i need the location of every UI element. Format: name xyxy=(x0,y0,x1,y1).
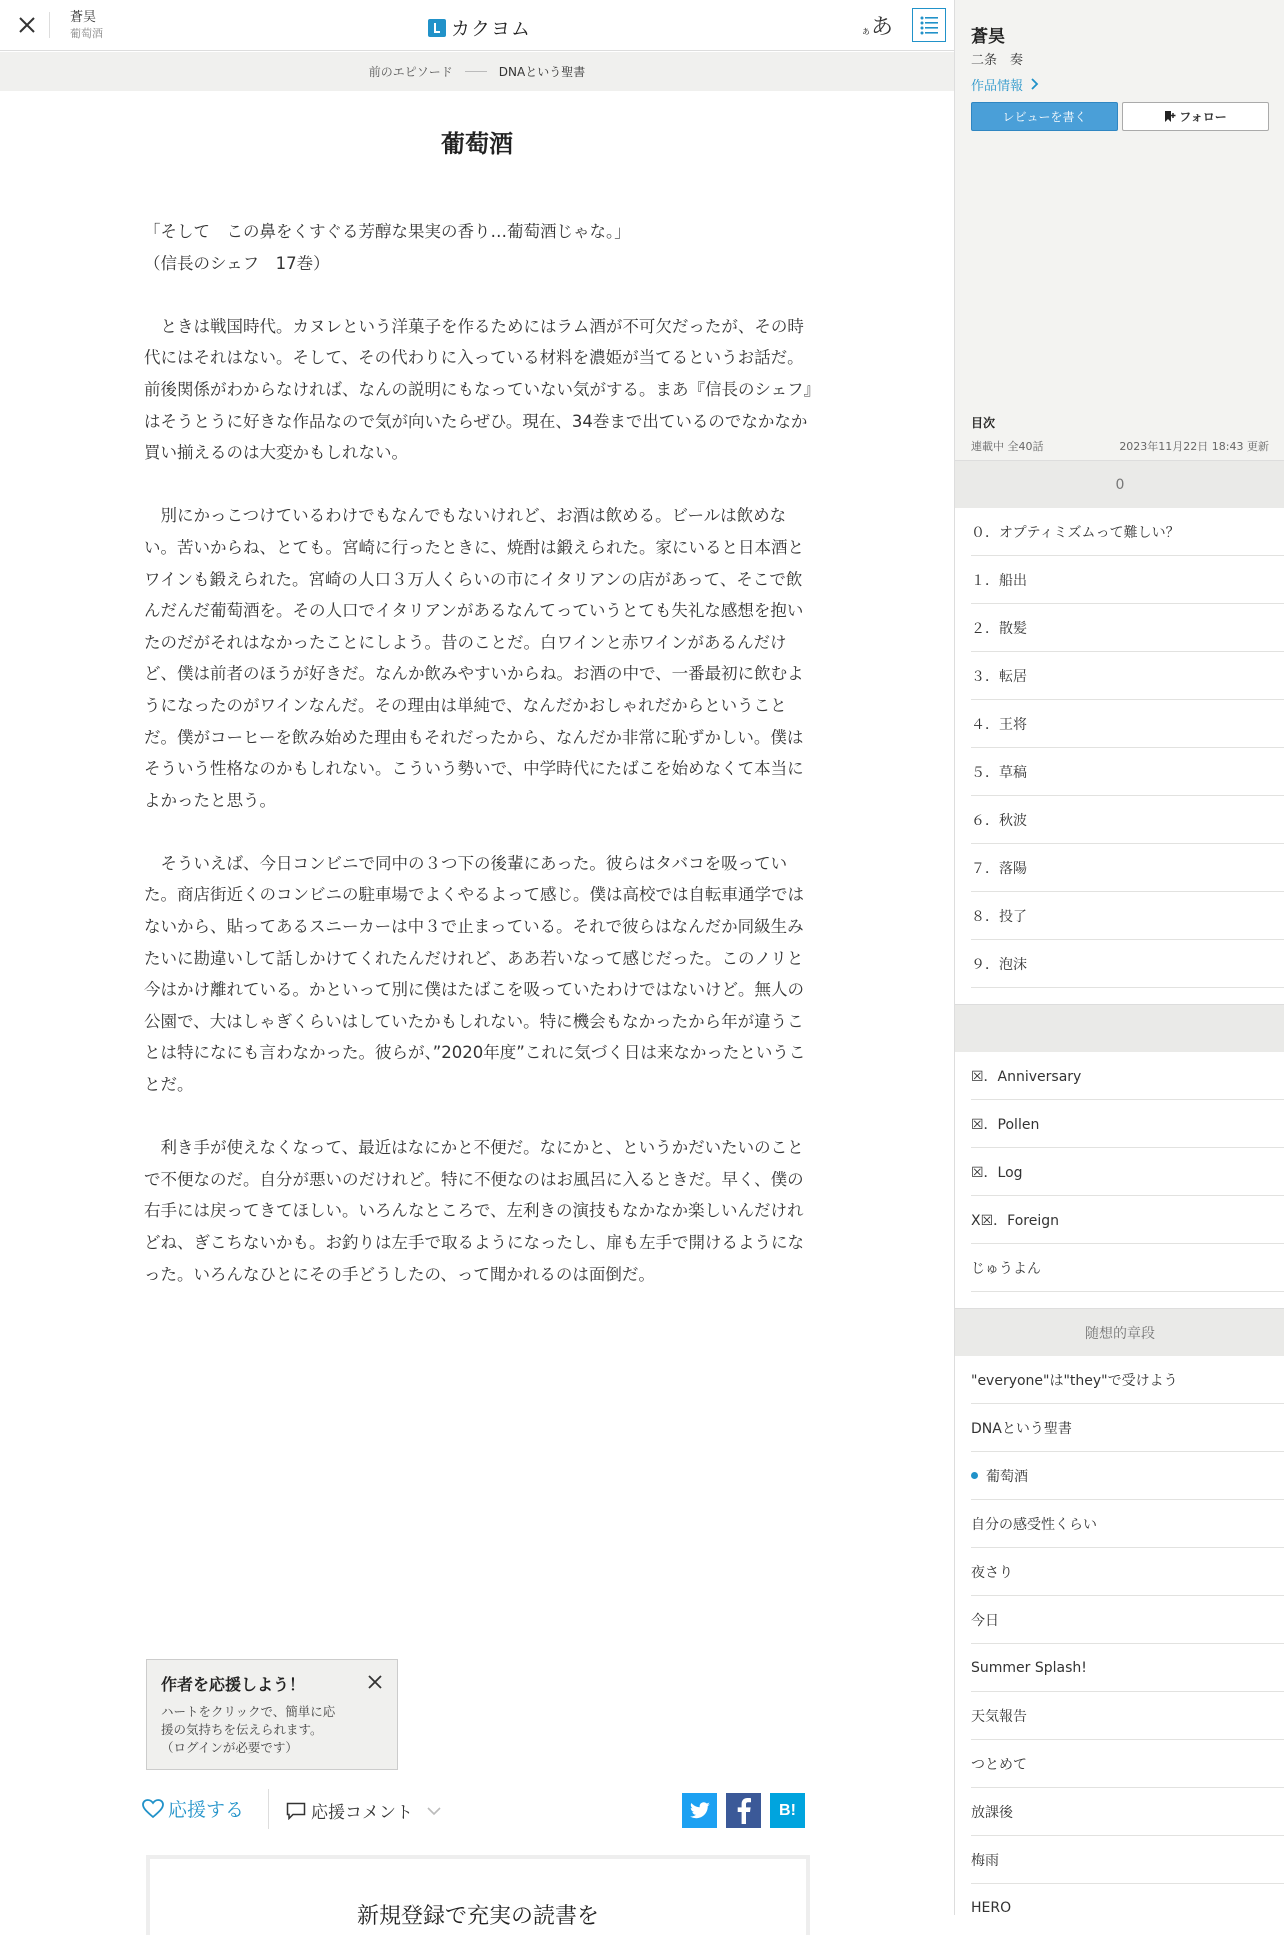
toc-episode-title: ３．転居 xyxy=(971,668,1027,685)
toc-episode-link[interactable] xyxy=(971,796,1284,844)
toc-meta xyxy=(971,438,1269,454)
toc-episode-link[interactable] xyxy=(971,1404,1284,1452)
body-paragraph: そういえば、今日コンビニで同中の３つ下の後輩にあった。彼らはタバコを吸っていた。商店街近くのコンビニの駐車場でよくやるよって感じ。僕は高校では自転車通学ではないから、貼ってあるスニーカーは中３で止まっている。それで彼らはなんだか同級生みたいに勘違いして話しかけてくれたんだけれど、ああ若いなって感じだった。このノリと今はかけ離れている。かといって別に僕はたばこを吸っていたわけではないけど。無人の公園で、大はしゃぎくらいはしていたかもしれない。特に機会もなかったから年が違うことは特になにも言わなかった。彼らが、”2020年度”これに気づく日は来なかったということだ。 xyxy=(144,853,806,1095)
body-paragraph: 別にかっこつけているわけでもなんでもないけれど、お酒は飲める。ビールは飲めない。苦いからね、とても。宮崎に行ったときに、焼酎は鍛えられた。家にいると日本酒とワインも鍛えられた。宮崎の人口３万人くらいの市にイタリアンの店があって、そこで飲んだんだ葡萄酒を。その人口でイタリアンがあるなんてっていうとても失礼な感想を抱いたのだがそれはなかったことにしよう。昔のことだ。白ワインと赤ワインがあるんだけど、僕は前者のほうが好きだ。なんか飲みやすいからね。お酒の中で、一番最初に飲むようになったのがワインなんだ。その理由は単純で、なんだかおしゃれだからということだ。僕がコーヒーを飲み始めた理由もそれだったから、なんだか非常に恥ずかしい。僕はそういう性格なのかもしれない。こういう勢いで、中学時代にたばこを始めなくて本当によかったと思う。 xyxy=(144,506,804,810)
header-work-title[interactable]: 蒼昊 xyxy=(70,10,97,25)
toc-episode-title: ６．秋波 xyxy=(971,812,1027,829)
toc-status: 連載中 全40話 xyxy=(971,440,1044,453)
toc-episode-link[interactable] xyxy=(971,1500,1284,1548)
toc-gap xyxy=(955,1292,1284,1308)
episode-nav xyxy=(0,52,954,91)
hatena-bookmark-button[interactable]: B! xyxy=(770,1793,805,1828)
font-size-toggle[interactable] xyxy=(861,10,893,41)
toc-episode-link[interactable] xyxy=(971,1196,1284,1244)
toc-episode-title: DNAという聖書 xyxy=(971,1420,1072,1437)
toc-episode-title: １．船出 xyxy=(971,572,1027,589)
toc-gap xyxy=(955,988,1284,1004)
reader-header xyxy=(0,0,954,51)
toc-episode-link[interactable] xyxy=(971,1644,1284,1692)
body-paragraph xyxy=(144,469,812,501)
toc-episode-link[interactable] xyxy=(971,1356,1284,1404)
logo-text: カクヨム xyxy=(451,18,532,40)
toc-episode-link[interactable] xyxy=(971,748,1284,796)
toc-episode-link[interactable] xyxy=(971,604,1284,652)
prev-episode-label[interactable]: 前のエピソード xyxy=(368,65,453,79)
toc-episode-title: ２．散髪 xyxy=(971,620,1027,637)
chevron-right-icon xyxy=(1030,78,1040,90)
toc-list[interactable] xyxy=(955,460,1284,1915)
support-tooltip-line: （ログインが必要です） xyxy=(161,1740,298,1755)
action-separator xyxy=(268,1789,269,1829)
font-large-glyph: あ xyxy=(871,15,894,40)
toc-heading: 目次 xyxy=(971,416,996,430)
current-episode-dot-icon xyxy=(971,1472,978,1479)
comment-button[interactable] xyxy=(286,1798,442,1823)
logo-mark-icon xyxy=(428,19,446,37)
cheer-label: 応援する xyxy=(168,1799,245,1821)
sidebar-work-title[interactable]: 蒼昊 xyxy=(971,27,1005,47)
bookmark-plus-icon xyxy=(1164,111,1176,123)
toc-episode-title: ０．オプティミズムって難しい？ xyxy=(971,524,1180,541)
body-paragraph: 「そして この鼻をくすぐる芳醇な果実の香り…葡萄酒じゃな。」 xyxy=(144,222,631,241)
signup-promo xyxy=(146,1855,810,1935)
toc-episode-link[interactable] xyxy=(971,1148,1284,1196)
comment-icon xyxy=(286,1802,306,1820)
support-tooltip xyxy=(146,1659,398,1770)
toc-episode-title: ☒．Anniversary xyxy=(971,1068,1082,1085)
episode-body xyxy=(144,216,812,1290)
toc-episode-title: "everyone"は"they"で受けよう xyxy=(971,1372,1178,1389)
heart-icon xyxy=(142,1799,164,1819)
body-paragraph: ときは戦国時代。カヌレという洋菓子を作るためにはラム酒が不可欠だったが、その時代にはそれはない。そして、その代わりに入っている材料を濃姫が当てるというお話だ。前後関係がわからなければ、なんの説明にもなっていない気がする。まあ『信長のシェフ』はそうとうに好きな作品なので気が向いたらぜひ。現在、34巻まで出ているのでなかなか買い揃えるのは大変かもしれない。 xyxy=(144,316,812,463)
body-paragraph: （信長のシェフ 17巻） xyxy=(144,253,330,273)
chevron-down-icon xyxy=(426,1805,442,1817)
toc-episode-title: X☒．Foreign xyxy=(971,1212,1059,1229)
signup-promo-text: 新規登録で充実の読書を xyxy=(356,1904,599,1929)
toc-chapter-heading xyxy=(955,1004,1284,1052)
kakuyomu-logo[interactable] xyxy=(428,14,531,41)
toc-episode-link[interactable] xyxy=(971,700,1284,748)
toc-episode-link[interactable] xyxy=(971,940,1284,988)
facebook-share-button[interactable] xyxy=(726,1793,761,1828)
work-info-label: 作品情報 xyxy=(971,79,1024,94)
toc-episode-link[interactable] xyxy=(971,556,1284,604)
toc-episode-title: 梅雨 xyxy=(971,1852,999,1869)
toc-episode-title: ８．投了 xyxy=(971,908,1027,925)
support-tooltip-line: 援の気持ちを伝えられます。 xyxy=(161,1722,323,1737)
support-tooltip-line: ハートをクリックで、簡単に応 xyxy=(161,1704,336,1719)
toc-episode-link[interactable] xyxy=(971,844,1284,892)
toc-episode-link[interactable] xyxy=(971,1788,1284,1836)
toc-episode-link[interactable] xyxy=(971,892,1284,940)
work-info-link[interactable] xyxy=(971,75,1040,94)
toc-episode-link[interactable] xyxy=(971,1052,1284,1100)
toc-episode-link[interactable] xyxy=(971,508,1284,556)
toc-episode-link[interactable] xyxy=(971,1452,1284,1500)
toc-episode-title: 天気報告 xyxy=(971,1708,1027,1725)
toc-episode-title: ４．王将 xyxy=(971,716,1027,733)
nav-separator xyxy=(465,71,487,72)
toc-episode-link[interactable] xyxy=(971,1100,1284,1148)
body-paragraph xyxy=(144,816,812,848)
close-icon[interactable] xyxy=(14,12,40,38)
toc-episode-title: Summer Splash! xyxy=(971,1659,1087,1676)
prev-episode-title[interactable]: DNAという聖書 xyxy=(498,65,586,79)
toc-updated: 2023年11月22日 18:43 更新 xyxy=(1119,440,1269,453)
toc-episode-link[interactable] xyxy=(971,652,1284,700)
body-paragraph xyxy=(144,279,812,311)
support-tooltip-title: 作者を応援しよう！ xyxy=(161,1675,306,1694)
toc-episode-title: HERO xyxy=(971,1899,1012,1915)
toc-episode-link[interactable] xyxy=(971,1548,1284,1596)
font-small-glyph: ぁ xyxy=(861,26,871,37)
twitter-share-button[interactable] xyxy=(682,1793,717,1828)
toc-episode-title: つとめて xyxy=(971,1756,1027,1773)
header-episode-title: 葡萄酒 xyxy=(70,27,103,40)
header-divider xyxy=(49,12,50,38)
toc-episode-title: 葡萄酒 xyxy=(986,1468,1028,1485)
toc-toggle-button[interactable] xyxy=(912,8,946,42)
toc-episode-title: 放課後 xyxy=(971,1804,1013,1821)
comment-label: 応援コメント xyxy=(311,1803,413,1823)
tooltip-close-icon[interactable] xyxy=(367,1674,383,1690)
twitter-bird-icon xyxy=(689,1802,711,1820)
sidebar-work-header xyxy=(971,22,1023,68)
body-paragraph xyxy=(144,1101,812,1133)
support-tooltip-body xyxy=(161,1703,383,1757)
toc-episode-link[interactable] xyxy=(971,1740,1284,1788)
follow-label: フォロー xyxy=(1179,110,1227,124)
header-work-info[interactable] xyxy=(70,10,103,42)
episode-title: 葡萄酒 xyxy=(441,129,513,158)
body-paragraph: 利き手が使えなくなって、最近はなにかと不便だ。なにかと、というかだいたいのことで不便なのだ。自分が悪いのだけれど。特に不便なのはお風呂に入るときだ。早く、僕の右手には戻ってきてほしい。いろんなところで、左利きの演技もなかなか楽しいんだけれどね、ぎこちないかも。お釣りは左手で取るようになったし、扉も左手で開けるようになった。いろんなひとにその手どうしたの、って聞かれるのは面倒だ。 xyxy=(144,1138,804,1284)
toc-episode-title: 自分の感受性くらい xyxy=(971,1516,1097,1533)
cheer-button[interactable] xyxy=(142,1795,244,1822)
toc-episode-title: ☒．Pollen xyxy=(971,1116,1040,1133)
toc-episode-link[interactable] xyxy=(971,1244,1284,1292)
toc-episode-title: じゅうよん xyxy=(971,1260,1041,1277)
list-icon xyxy=(913,9,945,41)
episode-actions xyxy=(140,1789,810,1829)
toc-episode-title: 今日 xyxy=(971,1612,999,1629)
toc-episode-title: ７．落陽 xyxy=(971,860,1027,877)
write-review-button[interactable]: レビューを書く xyxy=(971,102,1118,131)
toc-episode-link[interactable] xyxy=(971,1596,1284,1644)
toc-sidebar xyxy=(954,0,1284,1915)
toc-episode-link[interactable] xyxy=(971,1884,1284,1915)
toc-episode-title: ９．泡沫 xyxy=(971,956,1027,973)
sidebar-author[interactable]: 二条 奏 xyxy=(971,53,1024,68)
toc-episode-link[interactable] xyxy=(971,1692,1284,1740)
toc-chapter-heading: 随想的章段 xyxy=(955,1308,1284,1356)
facebook-icon xyxy=(736,1798,752,1824)
toc-episode-title: 夜さり xyxy=(971,1564,1013,1581)
follow-button[interactable] xyxy=(1122,102,1269,131)
toc-episode-title: ５．草稿 xyxy=(971,764,1027,781)
toc-episode-title: ☒．Log xyxy=(971,1164,1023,1181)
toc-episode-link[interactable] xyxy=(971,1836,1284,1884)
toc-chapter-heading: 0 xyxy=(955,460,1284,508)
